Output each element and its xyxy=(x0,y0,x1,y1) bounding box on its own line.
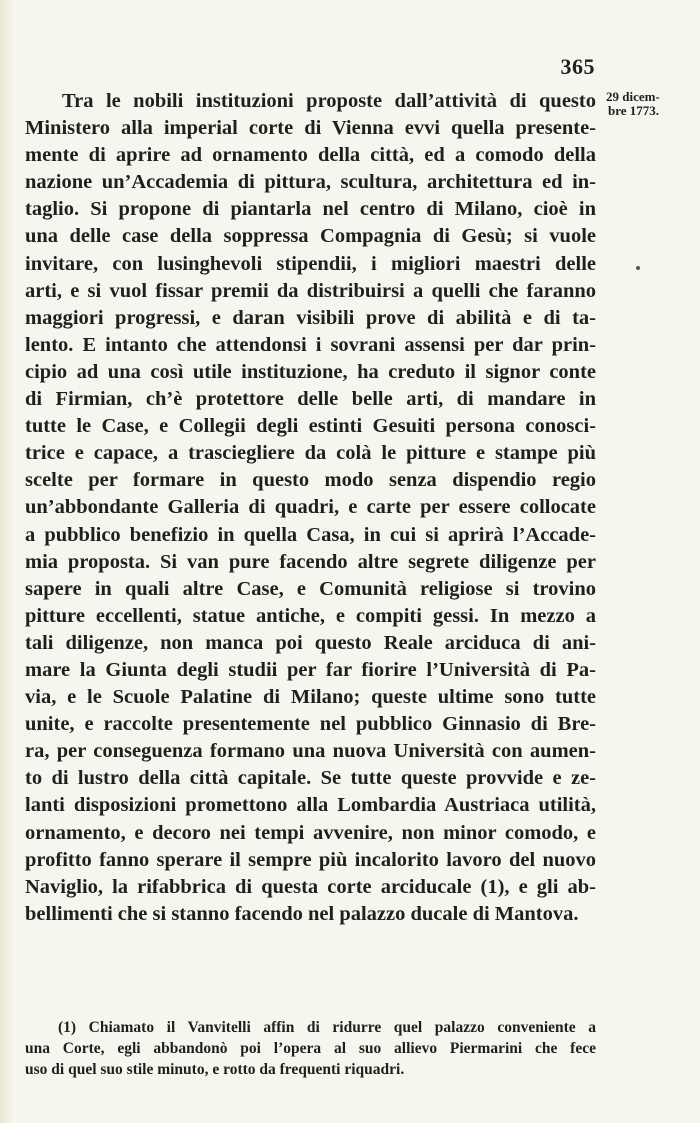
text-line: Tra le nobili instituzioni proposte dall’attività di questo xyxy=(62,90,596,112)
text-line: a pubblico benefizio in quella Casa, in cui si aprirà l’Accade- xyxy=(25,523,596,546)
text-line: via, e le Scuole Palatine di Milano; queste ultime sono tutte xyxy=(25,686,596,709)
text-line: cipio ad una così utile instituzione, ha creduto il signor conte xyxy=(25,360,596,383)
text-line: nazione un’Accademia di pittura, scultura, architettura ed in- xyxy=(25,171,596,194)
margin-note-date xyxy=(606,90,698,118)
main-paragraph xyxy=(25,88,596,928)
text-line: una delle case della soppressa Compagnia di Gesù; si vuole xyxy=(25,225,596,248)
text-line: unite, e raccolte presentemente nel pubblico Ginnasio di Bre- xyxy=(25,713,596,736)
text-line: di Firmian, ch’è protettore delle belle arti, di mandare in xyxy=(25,388,596,411)
text-line: lento. E intanto che attendonsi i sovrani assensi per dar prin- xyxy=(25,333,596,356)
speck-mark xyxy=(636,266,640,270)
text-line: trice e capace, a trasciegliere da colà le pitture e stampe più xyxy=(25,442,596,465)
text-line: mare la Giunta degli studii per far fiorire l’Università di Pa- xyxy=(25,658,596,681)
margin-note-line: bre 1773. xyxy=(608,103,660,118)
text-line: ra, per conseguenza formano una nuova Università con aumen- xyxy=(25,740,596,763)
text-line: invitare, con lusinghevoli stipendii, i migliori maestri delle xyxy=(25,252,596,275)
footnote xyxy=(25,1017,596,1080)
page-number: 365 xyxy=(560,54,595,79)
text-line: profitto fanno sperare il sempre più incalorito lavoro del nuovo xyxy=(25,848,596,871)
text-line: tali diligenze, non manca poi questo Reale arciduca di ani- xyxy=(25,631,596,654)
text-line: bellimenti che si stanno facendo nel palazzo ducale di Mantova. xyxy=(25,902,579,925)
text-line: sapere in quali altre Case, e Comunità religiose si trovino xyxy=(25,577,596,600)
text-line: scelte per formare in questo modo senza dispendio regio xyxy=(25,469,596,492)
text-line: taglio. Si propone di piantarla nel centro di Milano, cioè in xyxy=(25,198,596,221)
text-line: ornamento, e decoro nei tempi avvenire, non minor comodo, e xyxy=(25,821,596,844)
text-line: tutte le Case, e Collegii degli estinti Gesuiti persona conosci- xyxy=(25,415,596,438)
footnote-line: una Corte, egli abbandonò poi l’opera al suo allievo Piermarini che fece xyxy=(25,1040,596,1057)
text-line: mia proposta. Si van pure facendo altre segrete diligenze per xyxy=(25,550,596,573)
text-line: un’abbondante Galleria di quadri, e carte per essere collocate xyxy=(25,496,596,519)
text-line: to di lustro della città capitale. Se tutte queste provvide e ze- xyxy=(25,767,596,790)
margin-note-line: 29 dicem- xyxy=(606,89,660,104)
footnote-line: (1) Chiamato il Vanvitelli affin di ridurre quel palazzo conveniente a xyxy=(58,1019,596,1036)
footnote-line: uso di quel suo stile minuto, e rotto da frequenti riquadri. xyxy=(25,1061,405,1078)
text-line: maggiori progressi, e daran visibili prove di abilità e di ta- xyxy=(25,306,596,329)
text-line: Ministero alla imperial corte di Vienna evvi quella presente- xyxy=(25,117,596,140)
text-line: pitture eccellenti, statue antiche, e compiti gessi. In mezzo a xyxy=(25,604,596,627)
text-line: mente di aprire ad ornamento della città, ed a comodo della xyxy=(25,144,596,167)
text-line: lanti disposizioni promettono alla Lombardia Austriaca utilità, xyxy=(25,794,596,817)
text-line: arti, e si vuol fissar premii da distribuirsi a quelli che faranno xyxy=(25,279,596,302)
text-line: Naviglio, la rifabbrica di questa corte arciducale (1), e gli ab- xyxy=(25,875,596,898)
